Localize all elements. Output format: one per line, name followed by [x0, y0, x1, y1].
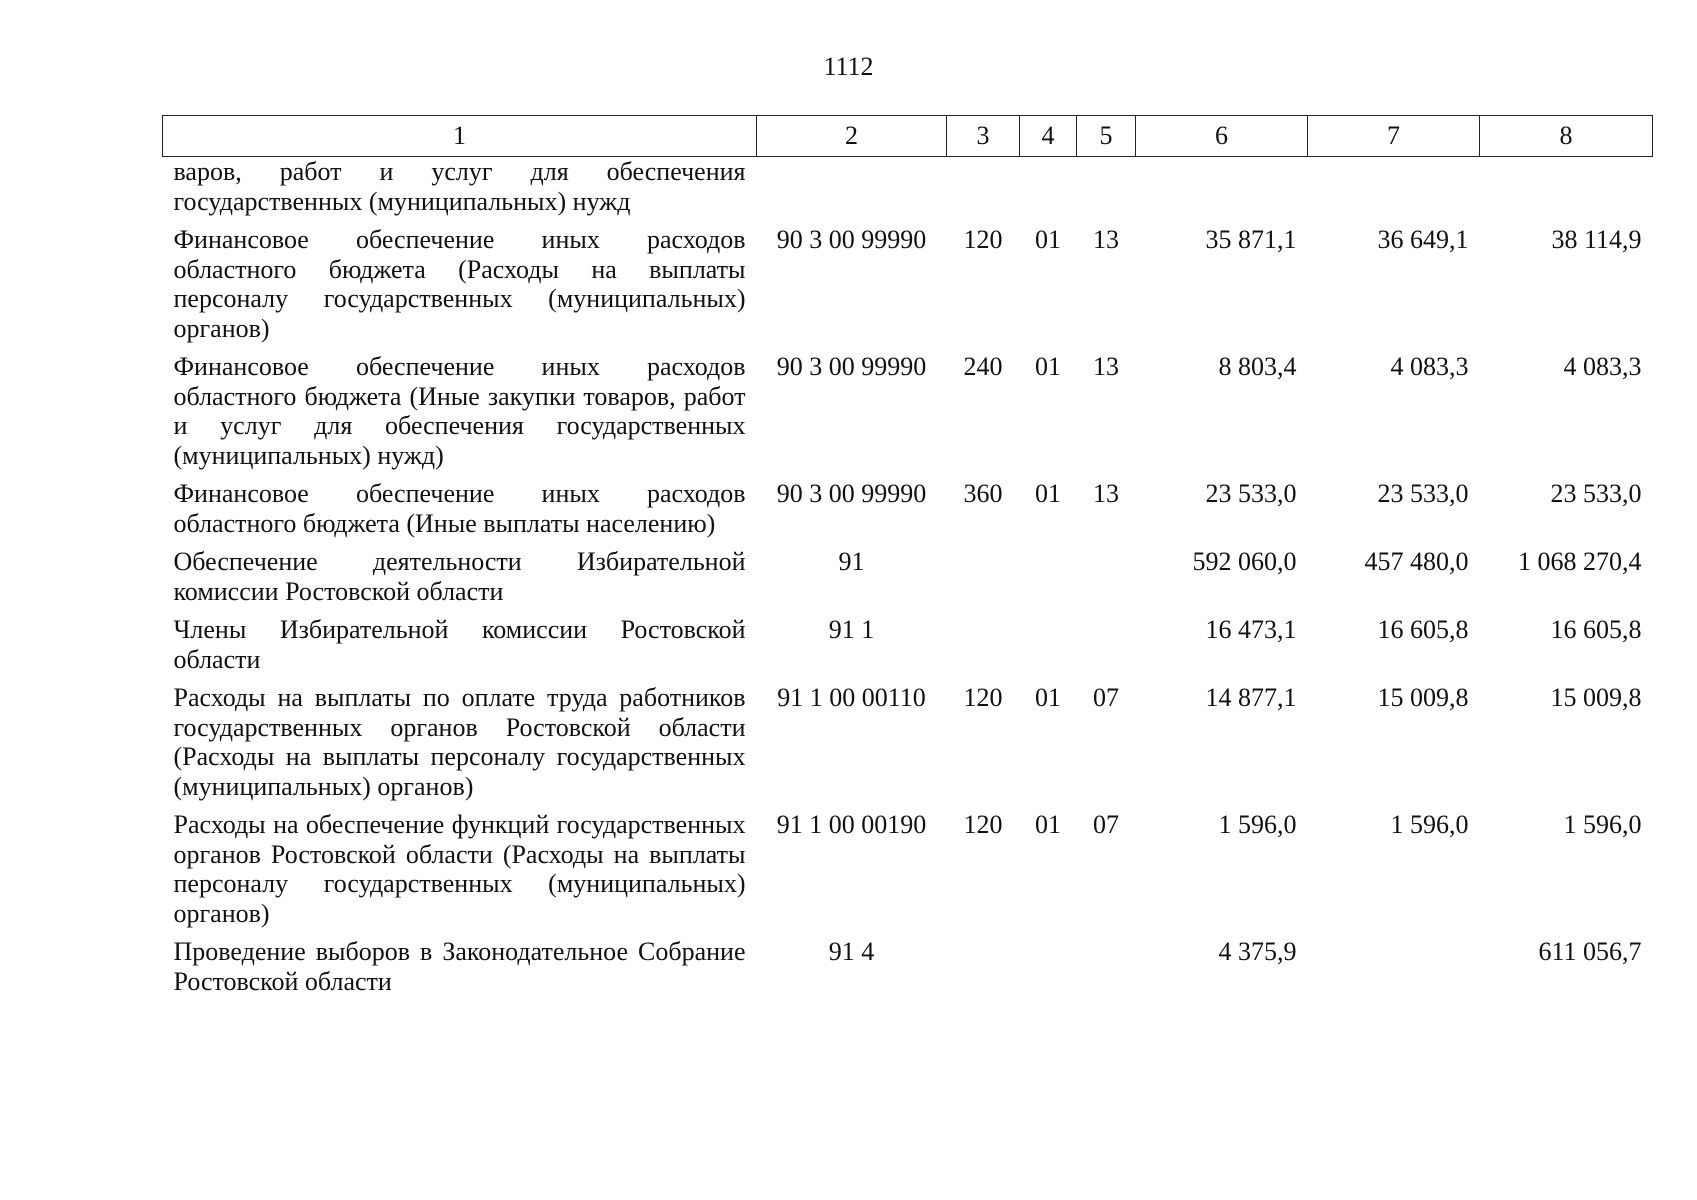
column-header-5: 5	[1077, 116, 1136, 157]
row-col3-cell	[947, 157, 1020, 217]
row-value8-cell: 1 596,0	[1563, 810, 1642, 839]
row-col5-cell: 07	[1093, 683, 1119, 712]
row-value8-cell: 38 114,9	[1551, 225, 1642, 254]
row-col3-cell: 360	[963, 479, 1003, 508]
row-code-cell: 90 3 00 99990	[776, 352, 927, 381]
row-code-cell: 90 3 00 99990	[776, 225, 927, 254]
row-value7-cell: 23 533,0	[1377, 479, 1469, 508]
row-value8-cell: 611 056,7	[1538, 937, 1642, 966]
row-value6-cell: 1 596,0	[1218, 810, 1297, 839]
column-header-1: 1	[163, 116, 757, 157]
row-col3-cell	[947, 538, 1020, 606]
row-name-cell: Финансовое обеспечение иных расходов областного бюджета (Расходы на выплаты персоналу государственных (муниципальных) органов)	[173, 225, 746, 343]
row-name-cell: Финансовое обеспечение иных расходов областного бюджета (Иные закупки товаров, работ и услуг для обеспечения государственных (муниципальных) нужд)	[173, 352, 746, 470]
row-col3-cell: 120	[963, 810, 1003, 839]
row-value7-cell: 36 649,1	[1377, 225, 1469, 254]
row-value7-cell: 457 480,0	[1364, 547, 1469, 576]
table-row	[163, 216, 1653, 343]
row-col5-cell	[1077, 928, 1136, 996]
row-col4-cell: 01	[1035, 479, 1061, 508]
row-value8-cell: 15 009,8	[1550, 683, 1642, 712]
row-value6-cell: 14 877,1	[1205, 683, 1297, 712]
row-value7-cell: 1 596,0	[1390, 810, 1469, 839]
row-value6-cell: 8 803,4	[1218, 352, 1297, 381]
row-value8-cell: 1 068 270,4	[1518, 547, 1642, 576]
row-code-cell: 91 1 00 00190	[776, 810, 927, 839]
row-col5-cell	[1077, 606, 1136, 674]
table-row	[163, 470, 1653, 538]
column-header-6: 6	[1136, 116, 1308, 157]
row-code-cell: 91	[838, 547, 865, 576]
row-name-cell: варов, работ и услуг для обеспечения государственных (муниципальных) нужд	[173, 157, 746, 216]
column-header-8: 8	[1480, 116, 1653, 157]
row-col3-cell: 240	[963, 352, 1003, 381]
column-header-4: 4	[1020, 116, 1077, 157]
row-col3-cell: 120	[963, 225, 1003, 254]
row-col3-cell: 120	[963, 683, 1003, 712]
table-row	[163, 538, 1653, 606]
row-name-cell: Члены Избирательной комиссии Ростовской области	[173, 615, 746, 674]
column-header-3: 3	[947, 116, 1020, 157]
column-header-7: 7	[1308, 116, 1480, 157]
row-value7-cell: 16 605,8	[1377, 615, 1469, 644]
row-col4-cell: 01	[1035, 225, 1061, 254]
row-col3-cell	[947, 928, 1020, 996]
row-value6-cell: 35 871,1	[1205, 225, 1297, 254]
row-code-cell: 90 3 00 99990	[776, 479, 927, 508]
table-row	[163, 928, 1653, 996]
row-col4-cell: 01	[1035, 810, 1061, 839]
budget-table	[162, 115, 1653, 996]
row-col4-cell: 01	[1035, 352, 1061, 381]
table-row	[163, 801, 1653, 928]
row-col4-cell	[1020, 538, 1077, 606]
row-code-cell: 91 1 00 00110	[777, 683, 926, 712]
row-col3-cell	[947, 606, 1020, 674]
row-value7-cell	[1308, 928, 1480, 996]
row-code-cell	[757, 157, 947, 217]
table-row	[163, 343, 1653, 470]
table-row	[163, 606, 1653, 674]
row-value8-cell: 4 083,3	[1563, 352, 1642, 381]
row-value8-cell: 16 605,8	[1550, 615, 1642, 644]
row-col4-cell	[1020, 606, 1077, 674]
page-number: 1112	[823, 52, 874, 81]
row-col5-cell: 13	[1093, 352, 1119, 381]
row-value6-cell	[1136, 157, 1308, 217]
row-value7-cell: 4 083,3	[1390, 352, 1469, 381]
table-body	[163, 157, 1653, 997]
row-name-cell: Финансовое обеспечение иных расходов областного бюджета (Иные выплаты населению)	[173, 479, 746, 538]
row-name-cell: Расходы на обеспечение функций государственных органов Ростовской области (Расходы на выплаты персоналу государственных (муниципальных) органов)	[173, 810, 746, 928]
row-col4-cell	[1020, 157, 1077, 217]
row-code-cell: 91 1	[828, 615, 875, 644]
row-value8-cell: 23 533,0	[1550, 479, 1642, 508]
column-header-2: 2	[757, 116, 947, 157]
table-row	[163, 157, 1653, 217]
row-col5-cell: 13	[1093, 479, 1119, 508]
row-value8-cell	[1480, 157, 1653, 217]
row-code-cell: 91 4	[828, 937, 875, 966]
row-col4-cell	[1020, 928, 1077, 996]
row-value6-cell: 23 533,0	[1205, 479, 1297, 508]
row-value7-cell: 15 009,8	[1377, 683, 1469, 712]
row-col4-cell: 01	[1035, 683, 1061, 712]
row-value6-cell: 592 060,0	[1192, 547, 1297, 576]
row-col5-cell: 07	[1093, 810, 1119, 839]
row-name-cell: Проведение выборов в Законодательное Собрание Ростовской области	[173, 937, 746, 996]
table-row	[163, 674, 1653, 801]
row-col5-cell	[1077, 157, 1136, 217]
row-value6-cell: 16 473,1	[1205, 615, 1297, 644]
header-row	[163, 116, 1653, 157]
row-col5-cell	[1077, 538, 1136, 606]
row-name-cell: Расходы на выплаты по оплате труда работников государственных органов Ростовской области (Расходы на выплаты персоналу государственных (муниципальных) органов)	[173, 683, 746, 801]
row-value6-cell: 4 375,9	[1218, 937, 1297, 966]
row-col5-cell: 13	[1093, 225, 1119, 254]
row-value7-cell	[1308, 157, 1480, 217]
row-name-cell: Обеспечение деятельности Избирательной комиссии Ростовской области	[173, 547, 746, 606]
table-header	[163, 116, 1653, 157]
